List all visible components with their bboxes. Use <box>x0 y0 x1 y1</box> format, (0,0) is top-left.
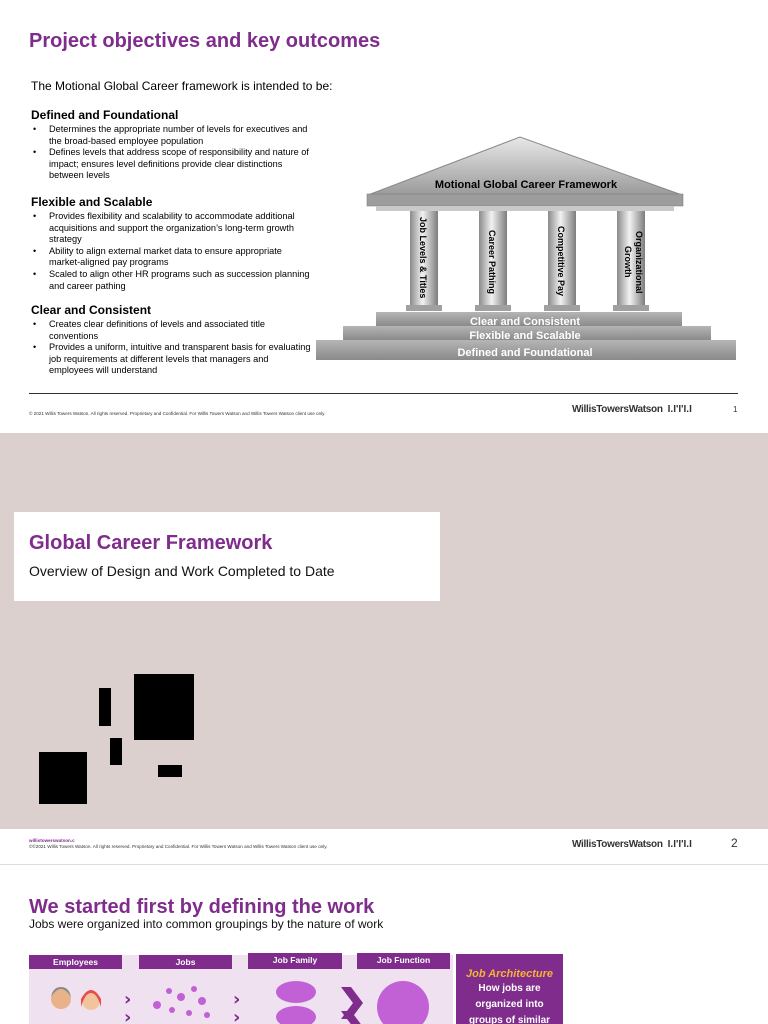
title-box <box>14 512 440 601</box>
section-heading: Clear and Consistent <box>31 303 152 317</box>
logo-marks: I.I'I'I.I <box>667 404 692 415</box>
chevron-icon: › <box>124 1007 132 1024</box>
bullet: • Defines levels that address scope of responsibility and nature of impact; ensures level definitions provide clear distinctions between levels <box>31 147 311 182</box>
footer-url: willistowerswatson.c <box>29 838 75 843</box>
pillar-label-competitive-pay: Competitive Pay <box>556 225 566 297</box>
job-function-shape <box>377 981 429 1024</box>
chevron-icon: › <box>233 1007 241 1024</box>
job-architecture-box <box>456 954 563 1024</box>
header-job-family: Job Family <box>248 953 342 969</box>
wtw-logo <box>572 839 692 850</box>
bullet: • Provides flexibility and scalability to accommodate additional acquisitions and support the organization’s long-term growth strategy <box>31 211 311 246</box>
decorative-block <box>110 738 122 765</box>
section-heading: Flexible and Scalable <box>31 195 153 209</box>
decorative-block <box>99 688 111 726</box>
bullet: • Provides a uniform, intuitive and transparent basis for evaluating job requirements at different levels that managers and employees will understand <box>31 342 311 377</box>
slide-2-subtitle: Overview of Design and Work Completed to Date <box>29 563 335 579</box>
bullet: • Creates clear definitions of levels and associated title conventions <box>31 319 311 342</box>
slide-3-title: We started first by defining the work <box>29 896 375 918</box>
pillar-label-org-growth: Organizational Growth <box>623 230 644 294</box>
slide-3 <box>0 865 768 1024</box>
job-family-shape <box>276 981 316 1003</box>
job-architecture-title: Job Architecture <box>465 968 553 980</box>
header-employees: Employees <box>29 955 122 969</box>
footer-rule <box>29 393 738 394</box>
temple-columns <box>406 211 649 311</box>
chevron-icon: › <box>124 989 132 1010</box>
decorative-block <box>39 752 87 804</box>
header-job-function: Job Function <box>357 953 450 969</box>
copyright-text: ©©2021 Willis Towers Watson. All rights reserved. Proprietary and Confidential. For Willis Towers Watson and Willis Towers Watson client use only. <box>29 844 328 849</box>
decorative-block <box>134 674 194 740</box>
logo-text: WillisTowersWatson <box>572 839 663 850</box>
header-jobs: Jobs <box>139 955 232 969</box>
pillar-label-job-levels: Job Levels & Titles <box>418 217 428 299</box>
step-label-clear: Clear and Consistent <box>469 316 581 328</box>
employees-icon <box>51 987 101 1010</box>
section-clear <box>31 303 311 377</box>
slide-2-footer <box>0 829 768 865</box>
chevron-icon: › <box>233 989 241 1010</box>
slide-2-title: Global Career Framework <box>29 532 273 554</box>
logo-text: WillisTowersWatson <box>572 404 663 415</box>
step-label-defined: Defined and Foundational <box>457 347 593 359</box>
section-flexible <box>31 195 311 292</box>
temple-roof-label: Motional Global Career Framework <box>434 179 618 191</box>
bullet: • Ability to align external market data to ensure appropriate market-aligned pay programs <box>31 246 311 269</box>
grouping-illustration <box>29 955 453 1024</box>
step-label-flexible: Flexible and Scalable <box>469 330 581 342</box>
grouping-panel <box>29 955 453 1024</box>
job-family-shape <box>276 1006 316 1024</box>
job-architecture-desc-line: organized into <box>475 999 544 1010</box>
slide-2 <box>0 433 768 829</box>
pillar-label-career-pathing: Career Pathing <box>487 229 497 295</box>
section-heading: Defined and Foundational <box>31 108 179 122</box>
bullet: • Scaled to align other HR programs such as succession planning and career pathing <box>31 269 311 292</box>
page-number: 1 <box>733 405 738 414</box>
slide-1-intro: The Motional Global Career framework is intended to be: <box>31 79 333 93</box>
section-defined <box>31 108 311 182</box>
logo-marks: I.I'I'I.I <box>667 839 692 850</box>
slide-1-title: Project objectives and key outcomes <box>29 30 381 52</box>
slide-3-subtitle: Jobs were organized into common groupings by the nature of work <box>29 917 384 931</box>
copyright-text: © 2021 Willis Towers Watson. All rights reserved. Proprietary and Confidential. For Willis Towers Watson and Willis Towers Watson client use only. <box>29 411 326 416</box>
jobs-dots-icon <box>153 986 210 1018</box>
decorative-block <box>158 765 182 777</box>
page-number: 2 <box>731 836 738 850</box>
job-architecture-desc-line: How jobs are <box>478 983 541 994</box>
temple-architrave <box>367 194 683 206</box>
slide-1 <box>0 0 768 433</box>
bullet: • Determines the appropriate number of levels for executives and the broad-based employee population <box>31 124 311 147</box>
job-architecture-desc-line: groups of similar <box>468 1015 551 1024</box>
wtw-logo <box>572 404 692 415</box>
framework-temple-diagram <box>310 135 740 365</box>
